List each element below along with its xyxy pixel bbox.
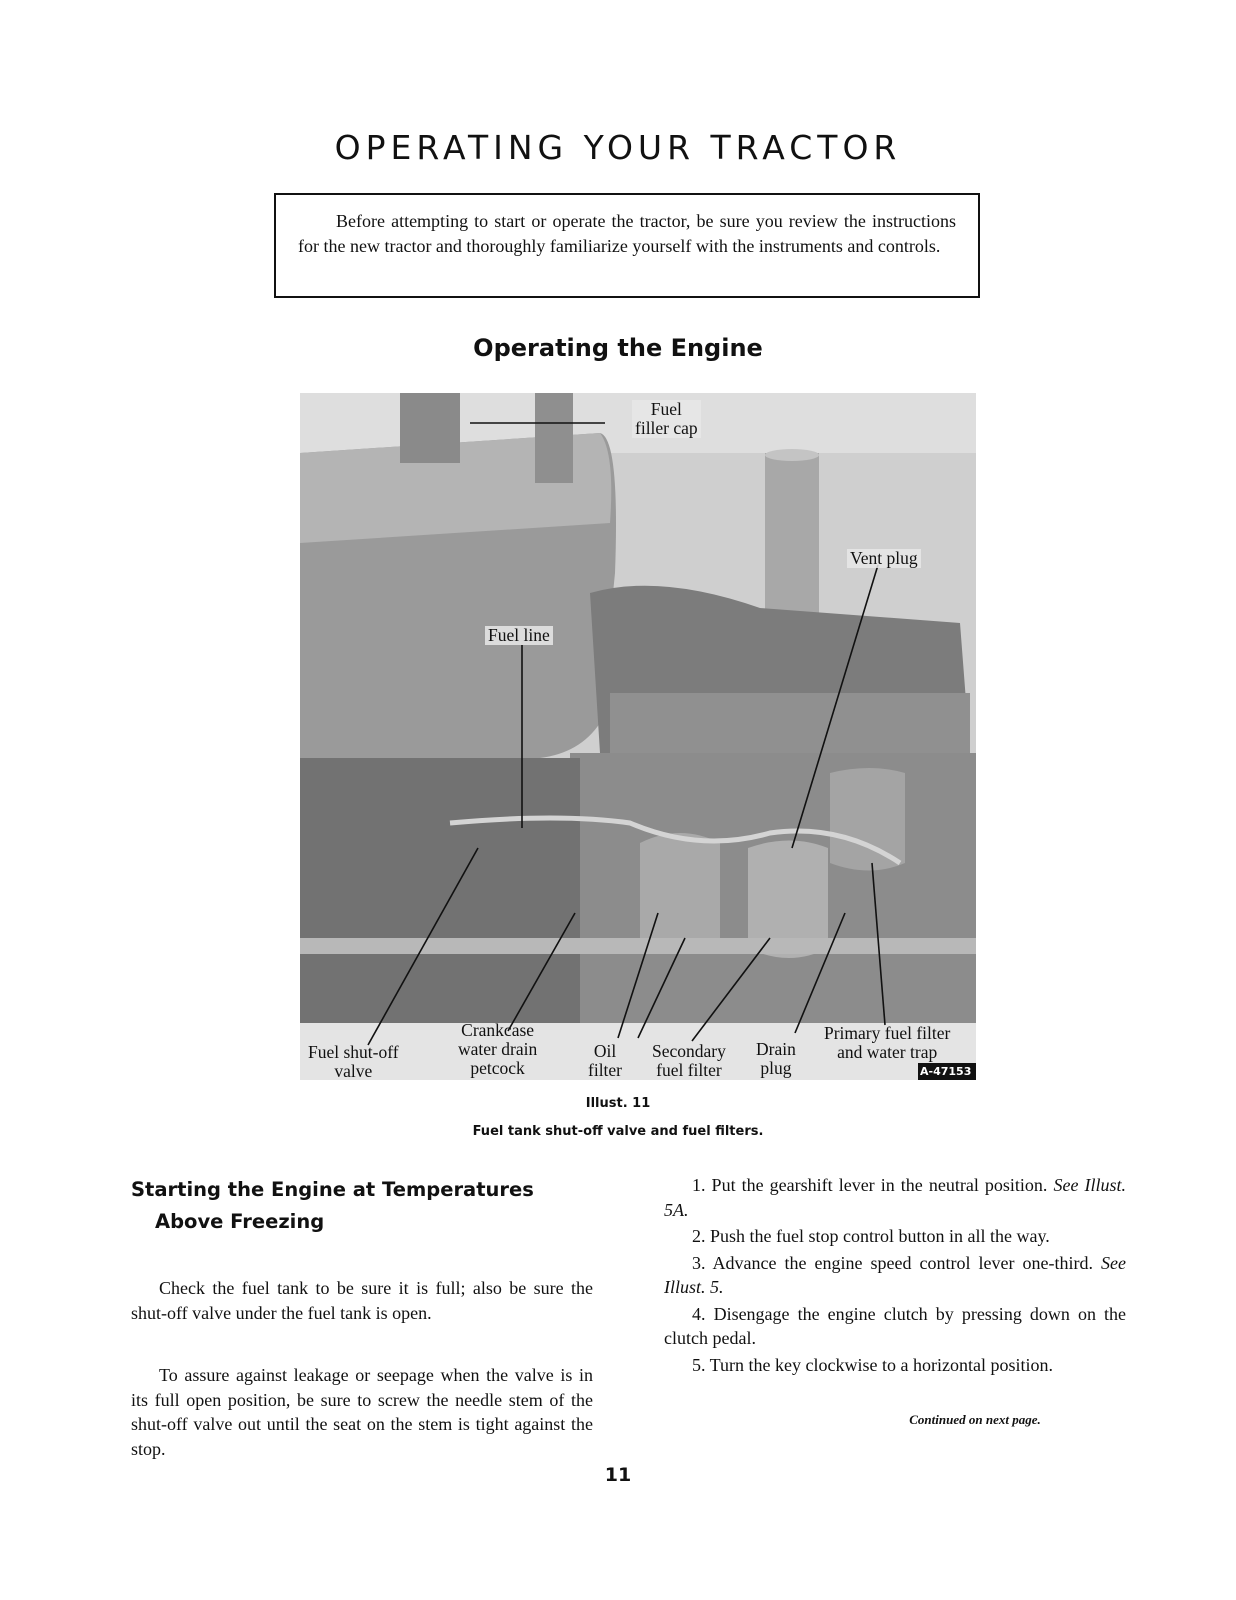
label-line: Fuel line: [488, 625, 550, 645]
notice-text: Before attempting to start or operate the tractor, be sure you review the instructions for the new tractor and thoroughly familiarize yourself with the instruments and controls.: [298, 211, 956, 256]
label-line: filter: [588, 1060, 623, 1080]
label-fuel-shutoff-valve: [308, 1043, 399, 1081]
page-title: OPERATING YOUR TRACTOR: [334, 128, 902, 167]
notice-box: [274, 193, 980, 298]
step-3-text: 3. Advance the engine speed control lever one-third.: [692, 1252, 1093, 1273]
figure-number: Illust. 11: [585, 1096, 651, 1111]
continued-note: Continued on next page.: [909, 1412, 1041, 1427]
step-3: [664, 1251, 1126, 1300]
label-line: Fuel: [650, 399, 682, 419]
label-line: valve: [334, 1061, 373, 1081]
label-line: filler cap: [635, 418, 698, 438]
label-line: Drain: [756, 1039, 796, 1059]
label-crankcase-petcock: [458, 1021, 537, 1078]
label-line: Secondary: [652, 1041, 726, 1061]
section-heading: Operating the Engine: [473, 334, 763, 362]
figure-caption: Fuel tank shut-off valve and fuel filters.: [472, 1124, 764, 1139]
step-4: 4. Disengage the engine clutch by pressing down on the clutch pedal.: [664, 1303, 1126, 1348]
step-1-reference: See Illust. 5A.: [664, 1175, 1126, 1220]
label-secondary-fuel-filter: [652, 1042, 726, 1080]
figure-reference-number: A-47153: [920, 1065, 972, 1078]
label-line: plug: [760, 1058, 792, 1078]
label-line: water drain: [458, 1039, 538, 1059]
label-line: petcock: [470, 1058, 525, 1078]
page-number: 11: [604, 1464, 632, 1486]
label-line: Fuel shut-off: [308, 1042, 399, 1062]
label-primary-fuel-filter: [824, 1024, 950, 1062]
label-line: Crankcase: [461, 1020, 535, 1040]
label-drain-plug: [756, 1040, 796, 1078]
label-line: fuel filter: [656, 1060, 722, 1080]
label-fuel-filler-cap: [632, 400, 701, 438]
paragraph-leakage: To assure against leakage or seepage when the valve is in its full open position, be sure to screw the needle stem of the shut-off valve out until the seat on the stem is tight against the stop.: [131, 1365, 593, 1459]
right-column: [664, 1173, 1126, 1379]
engine-photo: [300, 393, 976, 1080]
step-1: [664, 1173, 1126, 1222]
label-vent-plug: [847, 549, 921, 568]
label-line: Primary fuel filter: [824, 1023, 951, 1043]
label-oil-filter: [588, 1042, 622, 1080]
step-5: 5. Turn the key clockwise to a horizontal position.: [692, 1354, 1053, 1375]
label-fuel-line: [485, 626, 553, 645]
paragraph-fuel-check: Check the fuel tank to be sure it is full; also be sure the shut-off valve under the fuel tank is open.: [131, 1278, 593, 1323]
left-column: [131, 1174, 593, 1461]
step-2: 2. Push the fuel stop control button in all the way.: [692, 1226, 1050, 1246]
label-line: and water trap: [837, 1042, 938, 1062]
step-3-reference: See Illust. 5.: [664, 1252, 1127, 1297]
label-line: Oil: [593, 1041, 617, 1061]
engine-illustration: [300, 393, 976, 1080]
step-1-text: 1. Put the gearshift lever in the neutral position.: [692, 1175, 1048, 1195]
label-line: Vent plug: [850, 548, 918, 568]
starting-engine-heading: Starting the Engine at Temperatures Above Freezing: [131, 1178, 534, 1233]
